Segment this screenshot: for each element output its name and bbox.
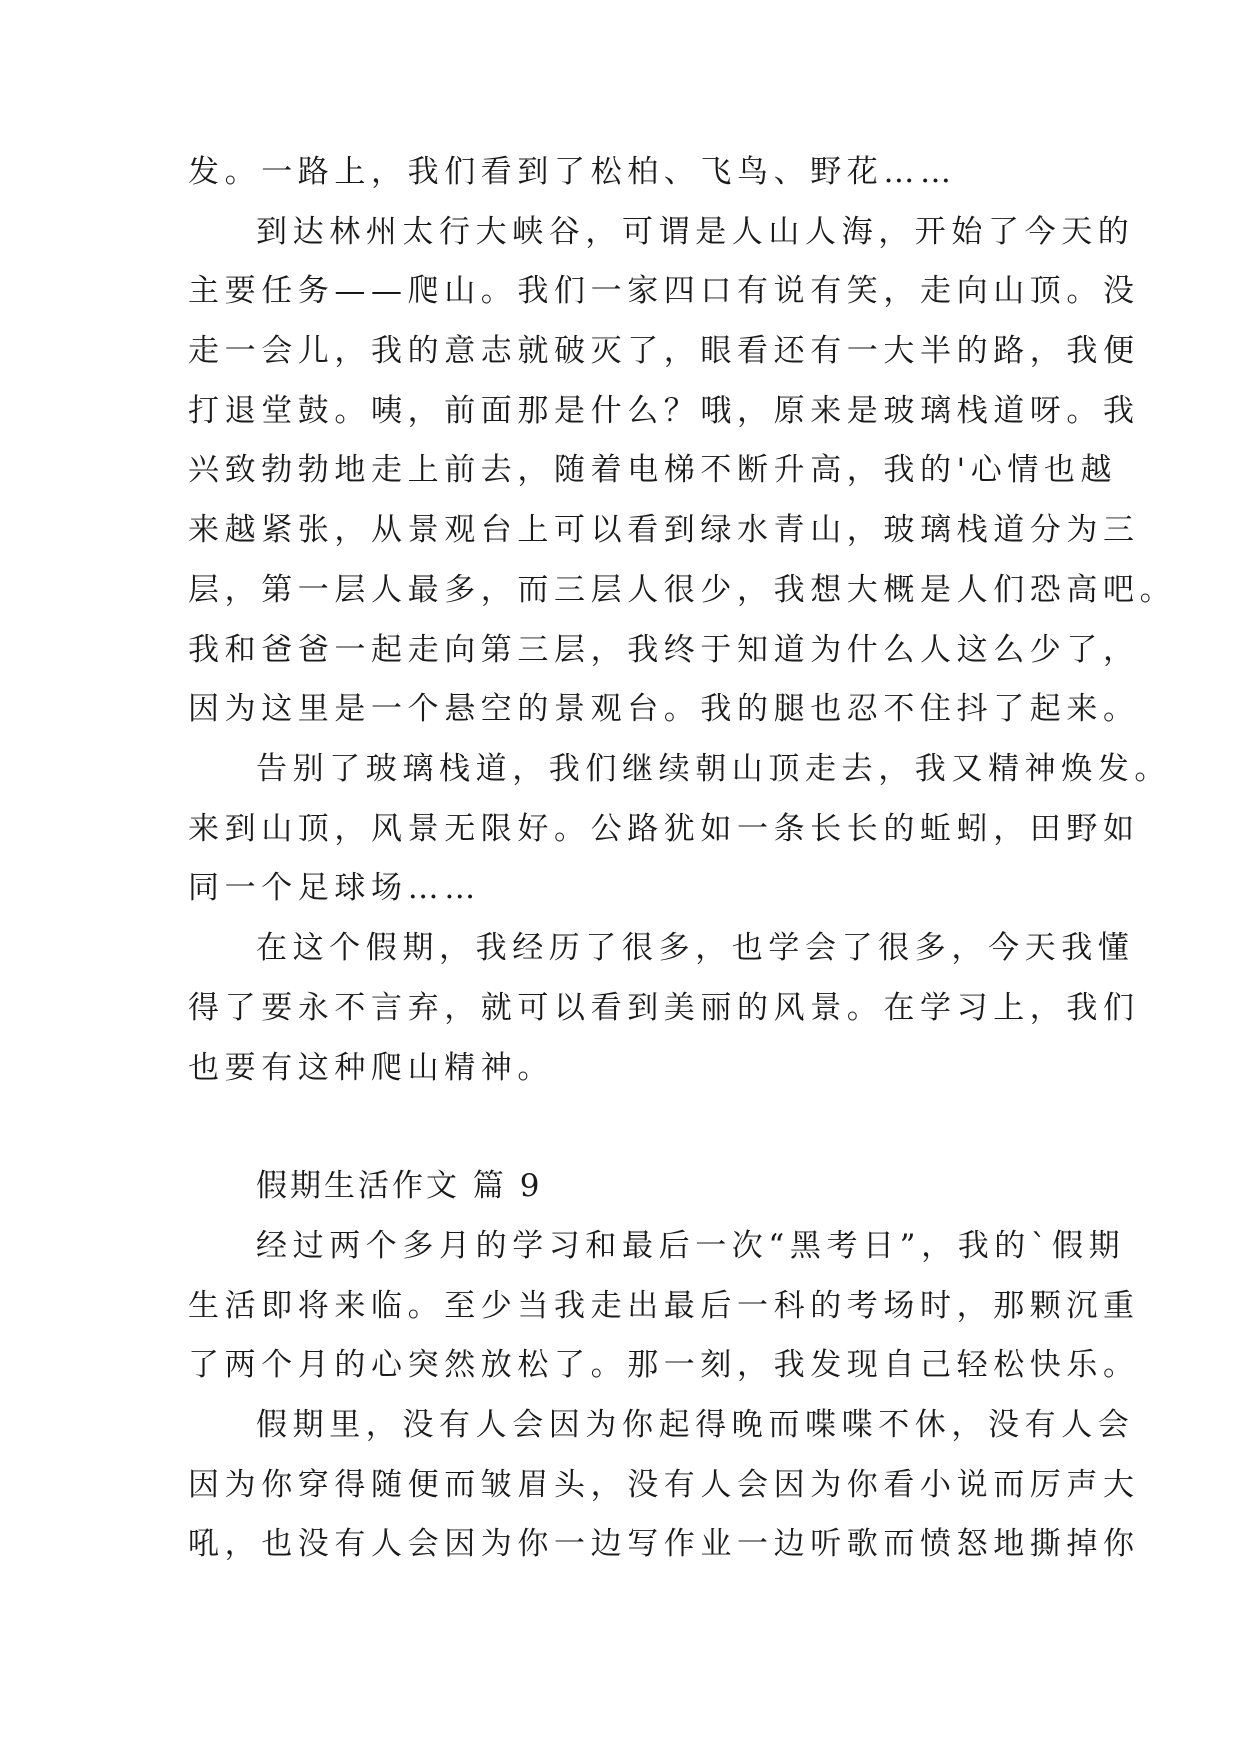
text-line: 发。一路上，我们看到了松柏、飞鸟、野花…… (188, 154, 957, 190)
paragraph-start-line: 在这个假期，我经历了很多，也学会了很多，今天我懂 (256, 930, 1135, 966)
text-line: 得了要永不言弃，就可以看到美丽的风景。在学习上，我们 (188, 990, 1140, 1026)
paragraph-start-line: 经过两个多月的学习和最后一次“黑考日”，我的`假期 (256, 1228, 1126, 1264)
text-line: 走一会儿，我的意志就破灭了，眼看还有一大半的路，我便 (188, 333, 1140, 369)
text-line: 层，第一层人最多，而三层人很少，我想大概是人们恐高吧。 (188, 572, 1177, 608)
text-line: 打退堂鼓。咦，前面那是什么？哦，原来是玻璃栈道呀。我 (188, 393, 1140, 429)
paragraph-start-line: 到达林州太行大峡谷，可谓是人山人海，开始了今天的 (256, 214, 1135, 250)
text-line: 了两个月的心突然放松了。那一刻，我发现自己轻松快乐。 (188, 1347, 1140, 1383)
text-line: 也要有这种爬山精神。 (188, 1050, 554, 1086)
paragraph-start-line: 假期里，没有人会因为你起得晚而喋喋不休，没有人会 (256, 1407, 1135, 1443)
text-line: 生活即将来临。至少当我走出最后一科的考场时，那颗沉重 (188, 1288, 1140, 1324)
text-line: 同一个足球场…… (188, 870, 481, 906)
text-line: 我和爸爸一起走向第三层，我终于知道为什么人这么少了， (188, 632, 1140, 668)
text-line: 来到山顶，风景无限好。公路犹如一条长长的蚯蚓，田野如 (188, 811, 1140, 847)
section-heading: 假期生活作文 篇 9 (256, 1168, 543, 1204)
text-line: 主要任务——爬山。我们一家四口有说有笑，走向山顶。没 (188, 273, 1140, 309)
paragraph-start-line: 告别了玻璃栈道，我们继续朝山顶走去，我又精神焕发。 (256, 751, 1171, 787)
text-line: 来越紧张，从景观台上可以看到绿水青山，玻璃栈道分为三 (188, 512, 1140, 548)
text-line: 因为这里是一个悬空的景观台。我的腿也忍不住抖了起来。 (188, 691, 1140, 727)
text-line: 兴致勃勃地走上前去，随着电梯不断升高，我的'心情也越 (188, 452, 1118, 488)
text-line: 因为你穿得随便而皱眉头，没有人会因为你看小说而厉声大 (188, 1467, 1140, 1503)
text-line: 吼，也没有人会因为你一边写作业一边听歌而愤怒地撕掉你 (188, 1526, 1140, 1562)
